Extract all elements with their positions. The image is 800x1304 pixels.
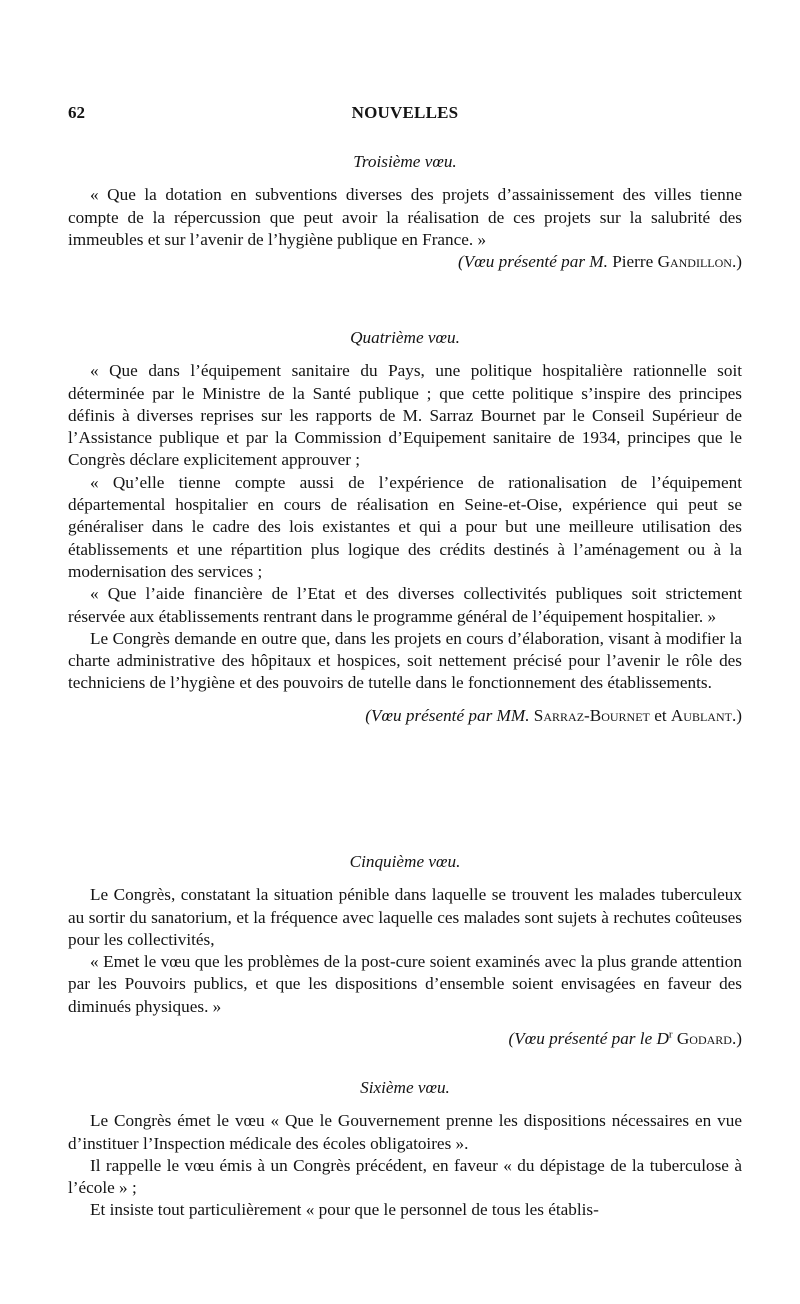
voeu-3-heading: Troisième vœu. [353, 152, 457, 171]
voeu-6-heading: Sixième vœu. [360, 1078, 450, 1097]
voeu-4-paragraph-4: Le Congrès demande en outre que, dans les projets en cours d’élaboration, visant à modifier la charte administrative des hôpitaux et hospices, soit nettement précisé pour l’avenir le rôle des techniciens de l’hygiène et des pouvoirs de tutelle dans le fonctionnement des établissements. [68, 628, 742, 693]
voeu-6-paragraph-2: Il rappelle le vœu émis à un Congrès précédent, en faveur « du dépistage de la tuberculose à l’école » ; [68, 1155, 742, 1198]
page-number: 62 [68, 103, 85, 122]
running-title: NOUVELLES [351, 103, 459, 122]
voeu-6-paragraph-1: Le Congrès émet le vœu « Que le Gouvernement prenne les dispositions nécessaires en vue d’instituer l’Inspection médicale des écoles obligatoires ». [68, 1111, 742, 1153]
voeu-5-paragraph-1: Le Congrès, constatant la situation pénible dans laquelle se trouvent les malades tuberculeux au sortir du sanatorium, et la fréquence avec laquelle ces malades sont sujets à rechutes coûteuses pour les collectivités, [68, 885, 742, 949]
voeu-4-paragraph-2: « Qu’elle tienne compte aussi de l’expérience de rationalisation de l’équipement départemental hospitalier en cours de réalisation en Seine-et-Oise, expérience qui peut se généraliser dans le cadre des lois existantes et qui a pour but une meilleure utilisation des établissements et une répartition plus logique des crédits destinés à l’aménagement ou à la modernisation des services ; [68, 472, 742, 581]
voeu-3-signature: (Vœu présenté par M. Pierre Gandillon.) [458, 252, 742, 272]
voeu-3-paragraph: « Que la dotation en subventions diverses des projets d’assainissement des villes tienne compte de la répercussion que peut avoir la réalisation de ces projets sur la salubrité des immeubles et sur l’avenir de l’hygiène publique en France. » [68, 185, 742, 249]
voeu-5-signature: (Vœu présenté par le $D^r$ Godard.) [508, 1028, 742, 1049]
voeu-4-paragraph-1: « Que dans l’équipement sanitaire du Pays, une politique hospitalière rationnelle soit déterminée par le Ministre de la Santé publique ; que cette politique s’inspire des principes définis à diverses reprises sur les rapports de M. Sarraz Bournet par le Conseil Supérieur de l’Assistance publique et par la Commission d’Equipement sanitaire de 1934, principes que le Congrès déclare explicitement approuver ; [68, 361, 742, 470]
voeu-3-section [68, 151, 742, 273]
voeu-4-paragraph-3: « Que l’aide financière de l’Etat et des diverses collectivités publiques soit strictement réservée aux établissements rentrant dans le programme général de l’équipement hospitalier. » [68, 584, 742, 626]
voeu-6-paragraph-3: Et insiste tout particulièrement « pour que le personnel de tous les établis- [90, 1200, 599, 1220]
voeu-6-section [68, 1077, 742, 1222]
voeu-4-section [68, 327, 742, 727]
page-header [68, 103, 742, 127]
voeu-5-section [68, 851, 742, 1050]
voeu-5-heading: Cinquième vœu. [349, 852, 461, 871]
voeu-5-paragraph-2: « Emet le vœu que les problèmes de la post-cure soient examinés avec la plus grande attention par les Pouvoirs publics, et que les dispositions d’ensemble soient envisagées en faveur des diminués physiques. » [68, 952, 742, 1016]
voeu-4-signature: (Vœu présenté par MM. Sarraz-Bournet et Aublant.) [365, 705, 742, 725]
voeu-4-heading: Quatrième vœu. [350, 328, 460, 347]
